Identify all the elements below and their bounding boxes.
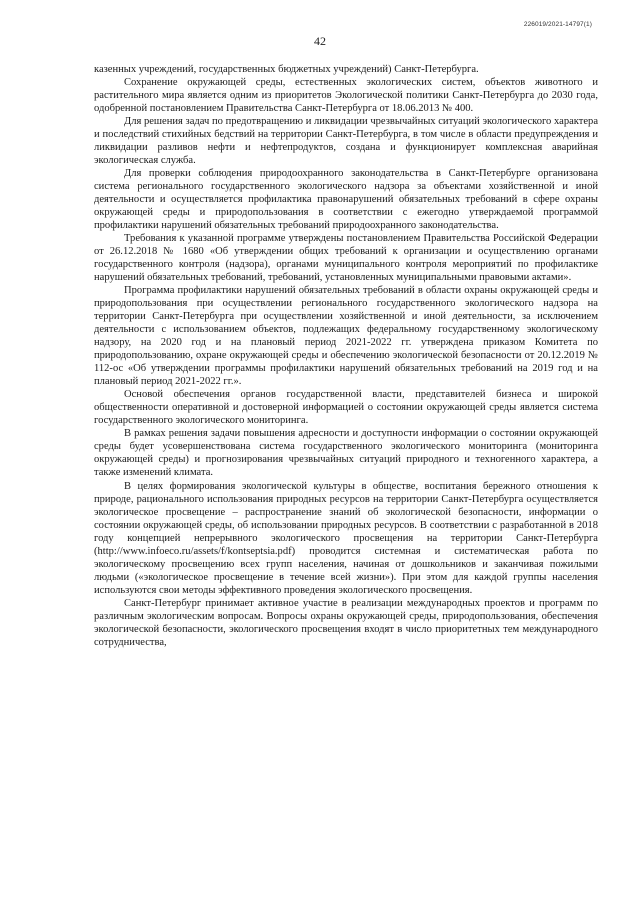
paragraph: В целях формирования экологической культуры в обществе, воспитания бережного отношения к природе, рационального использования природных ресурсов на территории Санкт-Петербурга осуществляется экологическое просвещение – распространение знаний об экологической безопасности, информации о состоянии окружающей среды, об использовании природных ресурсов. В соответствии с разработанной в 2018 году концепцией непрерывного экологического просвещения на территории Санкт-Петербурга (http://www.infoeco.ru/assets/f/kontseptsia.pdf) проводится системная и систематическая работа по экологическому просвещению всех групп населения, начиная от дошкольников и заканчивая пожилыми людьми («экологическое просвещение в течение всей жизни»). При этом для каждой группы населения используются свои методы эффективного проведения экологического просвещения. xyxy=(94,480,598,596)
paragraph: Для решения задач по предотвращению и ликвидации чрезвычайных ситуаций экологического характера и последствий стихийных бедствий на территории Санкт-Петербурга, в том числе в области предупреждения и ликвидации разливов нефти и нефтепродуктов, создана и функционирует комплексная аварийная экологическая служба. xyxy=(94,116,598,167)
paragraph: казенных учреждений, государственных бюджетных учреждений) Санкт-Петербурга. xyxy=(94,64,479,75)
document-registration-number: 226019/2021-14797(1) xyxy=(523,21,592,28)
paragraph: Для проверки соблюдения природоохранного законодательства в Санкт-Петербурге организована система регионального государственного экологического надзора за объектами хозяйственной и иной деятельности и осуществляется профилактика правонарушений обязательных требований в сфере охраны окружающей среды и природопользования в соответствии с ежегодно утверждаемой программой профилактики нарушений обязательных требований природоохранного законодательства. xyxy=(94,168,598,232)
paragraph: В рамках решения задачи повышения адресности и доступности информации о состоянии окружающей среды будет усовершенствована система государственного экологического мониторинга (мониторинга окружающей среды) и прогнозирования чрезвычайных ситуаций природного и техногенного характера, а также изменений климата. xyxy=(94,428,598,479)
paragraph: Санкт-Петербург принимает активное участие в реализации международных проектов и программ по различным экологическим вопросам. Вопросы охраны окружающей среды, природопользования, обеспечения экологической безопасности, экологического просвещения входят в число приоритетных тем международного сотрудничества, xyxy=(94,597,598,648)
document-body xyxy=(94,63,598,649)
paragraph: Требования к указанной программе утверждены постановлением Правительства Российской Федерации от 26.12.2018 № 1680 «Об утверждении общих требований к организации и осуществлению органами государственного контроля (надзора), органами муниципального контроля мероприятий по профилактике нарушений обязательных требований, требований, установленных муниципальными правовыми актами». xyxy=(94,233,598,284)
paragraph: Сохранение окружающей среды, естественных экологических систем, объектов животного и растительного мира является одним из приоритетов Экологической политики Санкт-Петербурга до 2030 года, одобренной постановлением Правительства Санкт-Петербурга от 18.06.2013 № 400. xyxy=(94,77,598,115)
page-number: 42 xyxy=(314,34,326,48)
paragraph: Основой обеспечения органов государственной власти, представителей бизнеса и широкой общественности оперативной и достоверной информацией о состоянии окружающей среды является система государственного экологического мониторинга. xyxy=(94,389,598,427)
paragraph: Программа профилактики нарушений обязательных требований в области охраны окружающей среды и природопользования при осуществлении регионального государственного экологического надзора на территории Санкт-Петербурга при осуществлении хозяйственной и иной деятельности, за исключением деятельности с использованием объектов, подлежащих федеральному государственному экологическому надзору, на 2020 год и на плановый период 2021-2022 гг. утверждена приказом Комитета по природопользованию, охране окружающей среды и обеспечению экологической безопасности от 20.12.2019 № 112-ос «Об утверждении программы профилактики нарушений обязательных требований на 2019 год и на плановый период 2021-2022 гг.». xyxy=(94,285,598,388)
